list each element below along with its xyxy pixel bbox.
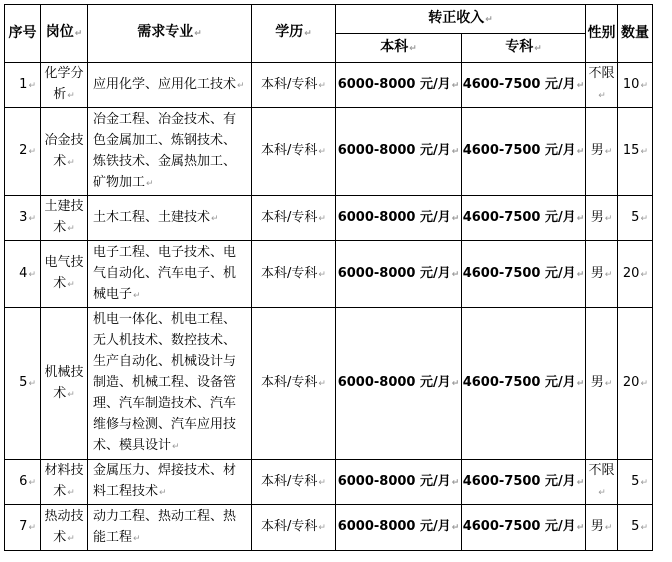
header-college: 专科↵: [462, 34, 586, 63]
row-count: 20↵: [618, 308, 653, 460]
row-bachelor-salary: 6000-8000 元/月↵: [336, 108, 462, 196]
row-count: 5↵: [618, 460, 653, 505]
row-college-salary: 4600-7500 元/月↵: [462, 308, 586, 460]
row-college-salary: 4600-7500 元/月↵: [462, 460, 586, 505]
row-count: 5↵: [618, 196, 653, 241]
header-row: [5, 5, 653, 34]
row-edu: 本科/专科↵: [252, 108, 336, 196]
row-gender: 男↵: [586, 196, 618, 241]
row-gender: 男↵: [586, 308, 618, 460]
row-post: 材料技术↵: [41, 460, 88, 505]
row-college-salary: 4600-7500 元/月↵: [462, 108, 586, 196]
row-major: 金属压力、焊接技术、材料工程技术↵: [88, 460, 252, 505]
row-post: 化学分析↵: [41, 63, 88, 108]
row-college-salary: 4600-7500 元/月↵: [462, 241, 586, 308]
table-row: [5, 241, 653, 308]
row-gender: 男↵: [586, 241, 618, 308]
row-gender: 男↵: [586, 108, 618, 196]
table-row: [5, 196, 653, 241]
row-college-salary: 4600-7500 元/月↵: [462, 196, 586, 241]
row-gender: 不限↵: [586, 460, 618, 505]
row-edu: 本科/专科↵: [252, 308, 336, 460]
row-count: 20↵: [618, 241, 653, 308]
header-edu: 学历↵: [252, 5, 336, 63]
table-row: [5, 308, 653, 460]
row-major: 动力工程、热动工程、热能工程↵: [88, 505, 252, 551]
row-post: 电气技术↵: [41, 241, 88, 308]
row-major: 机电一体化、机电工程、无人机技术、数控技术、生产自动化、机械设计与制造、机械工程、设备管理、汽车制造技术、汽车维修与检测、汽车应用技术、模具设计↵: [88, 308, 252, 460]
row-edu: 本科/专科↵: [252, 241, 336, 308]
row-college-salary: 4600-7500 元/月↵: [462, 505, 586, 551]
row-college-salary: 4600-7500 元/月↵: [462, 63, 586, 108]
table-row: [5, 505, 653, 551]
row-count: 10↵: [618, 63, 653, 108]
row-bachelor-salary: 6000-8000 元/月↵: [336, 308, 462, 460]
table-row: [5, 63, 653, 108]
row-edu: 本科/专科↵: [252, 63, 336, 108]
row-no: 6↵: [5, 460, 41, 505]
row-edu: 本科/专科↵: [252, 460, 336, 505]
row-bachelor-salary: 6000-8000 元/月↵: [336, 505, 462, 551]
row-edu: 本科/专科↵: [252, 505, 336, 551]
row-no: 4↵: [5, 241, 41, 308]
header-salary: 转正收入↵: [336, 5, 586, 34]
header-no: 序号: [5, 5, 41, 63]
header-post: 岗位↵: [41, 5, 88, 63]
header-gender: 性别: [586, 5, 618, 63]
row-no: 1↵: [5, 63, 41, 108]
header-major: 需求专业↵: [88, 5, 252, 63]
header-bachelor: 本科↵: [336, 34, 462, 63]
row-count: 15↵: [618, 108, 653, 196]
row-no: 3↵: [5, 196, 41, 241]
header-count: 数量: [618, 5, 653, 63]
row-bachelor-salary: 6000-8000 元/月↵: [336, 63, 462, 108]
row-major: 应用化学、应用化工技术↵: [88, 63, 252, 108]
row-bachelor-salary: 6000-8000 元/月↵: [336, 196, 462, 241]
row-post: 机械技术↵: [41, 308, 88, 460]
row-count: 5↵: [618, 505, 653, 551]
row-edu: 本科/专科↵: [252, 196, 336, 241]
row-post: 热动技术↵: [41, 505, 88, 551]
row-bachelor-salary: 6000-8000 元/月↵: [336, 241, 462, 308]
row-major: 土木工程、土建技术↵: [88, 196, 252, 241]
row-gender: 男↵: [586, 505, 618, 551]
row-no: 7↵: [5, 505, 41, 551]
row-major: 电子工程、电子技术、电气自动化、汽车电子、机械电子↵: [88, 241, 252, 308]
row-major: 冶金工程、冶金技术、有色金属加工、炼钢技术、炼铁技术、金属热加工、矿物加工↵: [88, 108, 252, 196]
row-post: 土建技术↵: [41, 196, 88, 241]
row-bachelor-salary: 6000-8000 元/月↵: [336, 460, 462, 505]
recruitment-table: [4, 4, 653, 551]
row-no: 2↵: [5, 108, 41, 196]
table-row: [5, 460, 653, 505]
row-gender: 不限↵: [586, 63, 618, 108]
row-no: 5↵: [5, 308, 41, 460]
table-row: [5, 108, 653, 196]
row-post: 冶金技术↵: [41, 108, 88, 196]
